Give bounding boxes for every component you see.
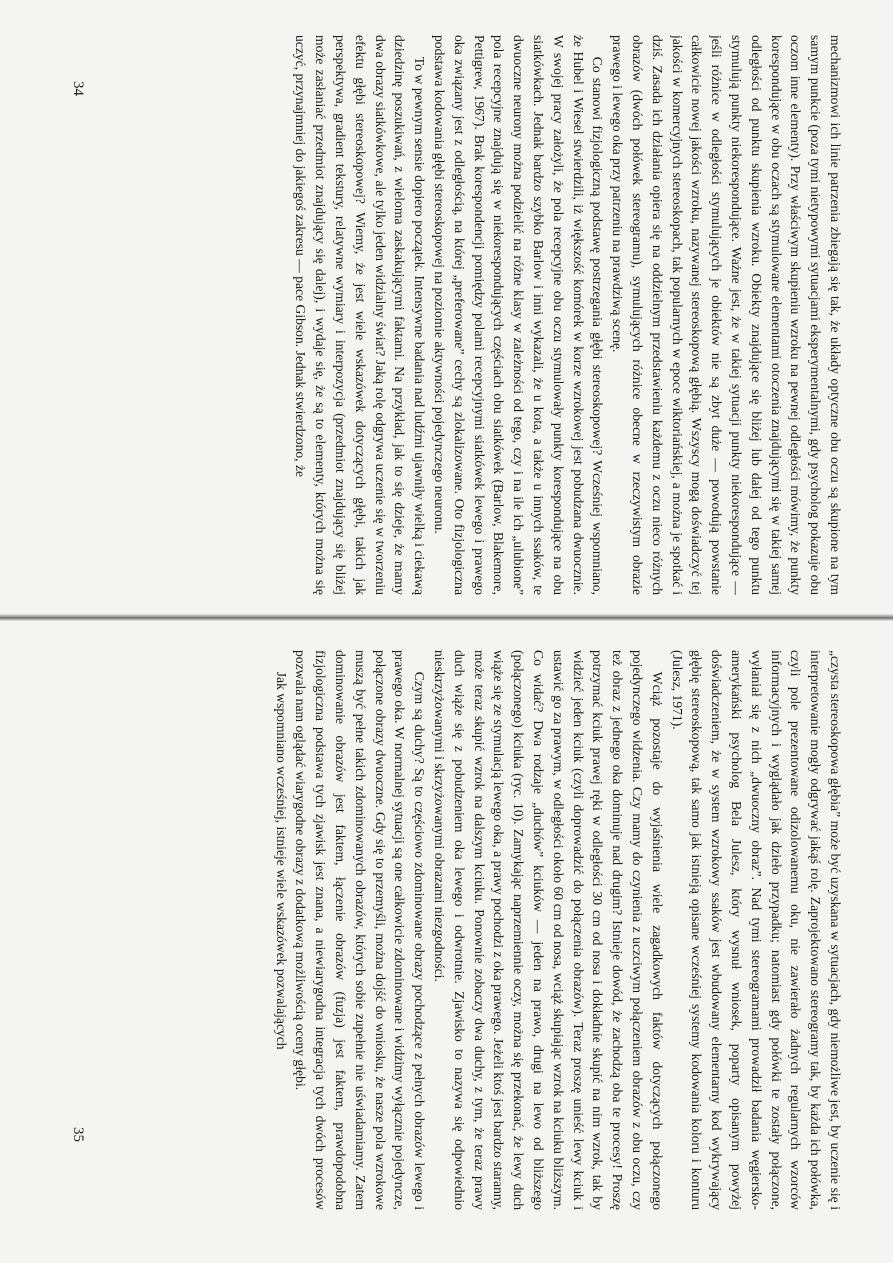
page-34-text [125, 35, 845, 595]
paragraph: mechanizmowi ich linie patrzenia zbiegają się tak, że układy optyczne obu oczu są skupione na tym samym punkcie (poza tymi nietypowymi sytuacjami eksperymentalnymi, gdy psycholog pokazuje obu oczom inne elementy). Przy właściwym skupieniu wzroku na pewnej odległości mówimy, że punkty korespondujące w obu oczach są stymulowane elementami otoczenia znajdującymi się w takiej samej odległości od punktu skupienia wzroku. Obiekty znajdujące się bliżej lub dalej od tego punktu stymulują punkty niekorespondujące. Ważne jest, że w takiej sytuacji punkty niekorespondujące — jeśli różnice w odległości stymulujących je obiektów nie są zbyt duże — powodują powstanie całkowicie nowej jakości wzroku, nazywanej stereoskopową głębią. Wszyscy mogą doświadczyć tej jakości w komercyjnych stereoskopach, tak popularnych w epoce wiktoriańskiej, a można je spotkać i dziś. Zasada ich działania opiera się na oddzielnym przedstawieniu każdemu z oczu nieco różnych obrazów (dwóch połówek stereogramu), symulujących różnice obecne w rzeczywistym obrazie prawego i lewego oka przy patrzeniu na prawdziwą scenę. [610, 35, 843, 595]
page-35-text [125, 650, 845, 1210]
page-number: 35 [70, 1127, 86, 1142]
page-35 [125, 650, 845, 1210]
paragraph: Wciąż pozostaje do wyjaśnienia wiele zagadkowych faktów dotyczących połączonego pojedynczego widzenia. Czy mamy do czynienia z uczciwym połączeniem obrazów z obu oczu, czy też obraz z jednego oka dominuje nad drugim? Istnieje dowód, że zachodzą oba te procesy! Proszę potrzymać kciuk prawej ręki w odległości 30 cm od nosa i dokładnie skupić na nim wzrok, tak by widzieć jeden kciuk (czyli doprowadzić do połączenia obrazów). Teraz proszę unieść lewy kciuk i ustawić go za prawym, w odległości około 60 cm od nosa, wciąż skupiając wzrok na kciuku bliższym. Co widać? Dwa rodzaje „duchów” kciuków — jeden na prawo, drugi na lewo od bliższego (połączonego) kciuka (ryc. 10). Zamykając naprzemiennie oczy, można się przekonać, że lewy duch wiąże się ze stymulacją lewego oka, a prawy pochodzi z oka prawego. Jeżeli ktoś jest bardzo staranny, może teraz skupić wzrok na dalszym kciuku. Ponownie zobaczy dwa duchy, z tym, że teraz prawy duch wiąże się z pobudzeniem oka lewego i odwrotnie. Zjawisko to nazywa się odpowiednio nieskrzyżowanymi i skrzyżowanymi obrazami niezgodności. [432, 650, 665, 1210]
paragraph: To w pewnym sensie dopiero początek. Intensywne badania nad ludźmi ujawniły wielką i ciekawą dziedzinę poszukiwań, z wieloma zaskakującymi faktami. Na przykład, jak to się dzieje, że mamy dwa obrazy siatkówkowe, ale tylko jeden widzialny świat? Jaką rolę odgrywa uczenie się w tworzeniu efektu głębi stereoskopowej? Wiemy, że jest wiele wskazówek dotyczących głębi, takich jak perspektywa, gradient tekstury, relatywne wymiary i interpozycja (przedmiot znajdujący się bliżej może zasłaniać przedmiot znajdujący się dalej), i wydaje się, że są to elementy, których można się uczyć, przynajmniej do jakiegoś zakresu — pace Gibson. Jednak stwierdzono, że [293, 35, 428, 595]
page-number: 34 [70, 81, 86, 96]
paragraph: Czym są duchy? Są to częściowo zdominowane obrazy pochodzące z pełnych obrazów lewego i prawego oka. W normalnej sytuacji są one całkowicie zdominowane i widzimy wyłącznie pojedyncze, połączone obrazy dwuoczne. Gdy się to przemyśli, można dojść do wniosku, że nasze pola wzrokowe muszą być pełne takich zdominowanych obrazów, których sobie zupełnie nie uświadamiamy. Zatem dominowanie obrazów jest faktem, łączenie obrazów (fuzja) jest faktem, prawdopodobna fizjologiczna podstawa tych zjawisk jest znana, a niewiarygodna integracja tych dwóch procesów pozwala nam oglądać wiarygodne obrazy z dodatkową możliwością oceny głębi. [293, 650, 428, 1210]
book-gutter [0, 614, 893, 621]
paragraph: „czysta stereoskopowa głębia” może być uzyskana w sytuacjach, gdy niemożliwe jest, by uczenie się i interpretowanie mogły odgrywać jakąś rolę. Zaprojektowano stereogramy tak, by każda ich połówka, czyli pole prezentowane odizolowanemu oku, nie zawierało żadnych regularnych wzorców informacyjnych i wyglądało jak dzieło przypadku; natomiast gdy połówki te zostały połączone, wyłaniał się z nich „dwuoczny obraz”. Nad tymi stereogramami prowadził badania węgiersko-amerykański psycholog Bela Julesz, który wysnuł wniosek, poparty opisanym powyżej doświadczeniem, że w system wzrokowy ssaków jest wbudowany elementarny kod wykrywający głębię stereoskopową, tak samo jak istnieją opisane wcześniej systemy kodowania koloru i konturu (Julesz, 1971). [669, 650, 843, 1210]
paragraph: Co stanowi fizjologiczną podstawę postrzegania głębi stereoskopowej? Wcześniej wspomniano, że Hubel i Wiesel stwierdzili, iż większość komórek w korze wzrokowej jest pobudzana dwuocznie. W swojej pracy założyli, że pola recepcyjne obu oczu stymulowały punkty korespondujące na obu siatkówkach. Jednak bardzo szybko Barlow i inni wykazali, że u kota, a także u innych ssaków, te dwuoczne neurony można podzielić na różne klasy w zależności od tego, czy i na ile ich „ulubione” pola recepcyjne znajdują się w niekorespondujących częściach obu siatkówek (Barlow, Blakemore, Pettigrew, 1967). Brak korespondencji pomiędzy polami recepcyjnymi siatkówek lewego i prawego oka związany jest z odległością, na której „preferowane” cechy są zlokalizowane. Oto fizjologiczna podstawa kodowania głębi stereoskopowej na poziomie aktywności pojedynczego neuronu. [432, 35, 606, 595]
page-34 [125, 35, 845, 595]
paragraph: Jak wspomniano wcześniej, istnieje wiele wskazówek pozwalających [273, 671, 289, 1050]
